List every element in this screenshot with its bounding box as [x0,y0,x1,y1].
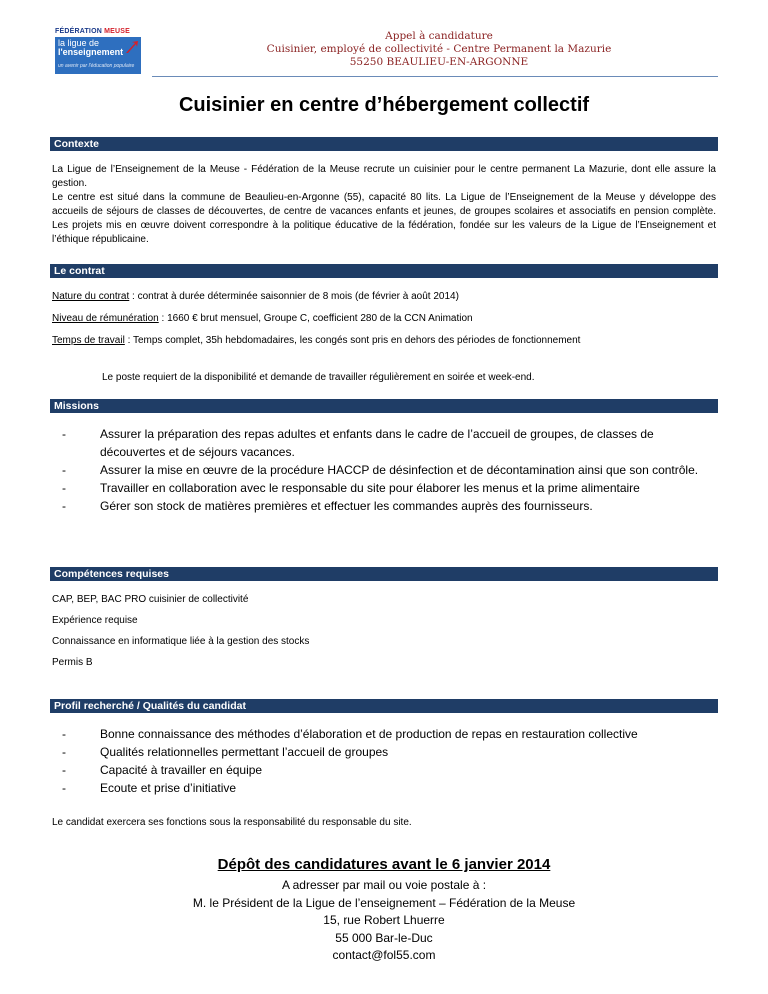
list-bullet: - [62,427,66,441]
section-heading-contrat: Le contrat [50,264,718,278]
header-divider [152,76,718,77]
header-line3: 55250 BEAULIEU-EN-ARGONNE [349,56,529,68]
contact-email[interactable]: contact@fol55.com [332,948,436,962]
address-line: 55 000 Bar-le-Duc [335,930,433,945]
document-header [150,30,728,69]
list-item [52,725,716,743]
list-bullet: - [62,481,66,495]
federation-logo [55,28,145,74]
list-bullet: - [62,763,66,777]
competence-item: CAP, BEP, BAC PRO cuisinier de collectivité [52,594,249,605]
list-item-text: Bonne connaissance des méthodes d’élaboration et de production de repas en restauration collective [100,727,638,741]
section-heading-missions: Missions [50,399,718,413]
contexte-paragraph-2: Le centre est situé dans la commune de Beaulieu-en-Argonne (55), capacité 80 lits. La Ligue de l’Enseignement de la Meuse y développe des accueils de séjours de classes de découvertes, de centre de vacances enfants et jeunes, de groupes scolaires et associatifs en pension complète. Les projets mis en œuvre doivent correspondre à la politique éducative de la fédération, fondée sur les valeurs de la Ligue de l’Enseignement et l’éthique républicaine. [52,192,716,245]
contrat-temps [52,334,716,348]
contrat-nature-label: Nature du contrat [52,291,130,302]
logo-arrow-icon [125,40,139,54]
list-item [52,761,716,779]
profil-list [52,725,716,797]
list-item-text: Assurer la préparation des repas adultes et enfants dans le cadre de l’accueil de groupes, de classes de découvertes et de séjours vacances. [100,427,654,459]
competence-item: Connaissance en informatique liée à la gestion des stocks [52,636,310,647]
list-item-text: Travailler en collaboration avec le responsable du site pour élaborer les menus et la prime alimentaire [100,481,640,495]
list-bullet: - [62,727,66,741]
list-item [52,479,716,497]
list-item-text: Ecoute et prise d’initiative [100,781,237,795]
contrat-nature-value: : contrat à durée déterminée saisonnier de 8 mois (de février à août 2014) [129,291,459,302]
contrat-remuneration [52,312,716,326]
list-item [52,743,716,761]
contexte-paragraph-1: La Ligue de l’Enseignement de la Meuse - Fédération de la Meuse recrute un cuisinier pour le centre permanent La Mazurie, dont elle assure la gestion. [52,164,716,189]
logo-line2: l'enseignement [58,47,124,57]
logo-federation-prefix: FÉDÉRATION [55,28,102,35]
logo-line1: la ligue de [58,38,100,48]
list-item-text: Assurer la mise en œuvre de la procédure HACCP de désinfection et de décontamination ainsi que son contrôle. [100,463,699,477]
header-line1: Appel à candidature [385,30,493,42]
list-item [52,461,716,479]
address-line: 15, rue Robert Lhuerre [323,913,445,927]
contrat-temps-value: : Temps complet, 35h hebdomadaires, les congés sont pris en dehors des périodes de fonctionnement [124,335,581,346]
page-title: Cuisinier en centre d’hébergement collectif [178,94,590,116]
competence-item: Expérience requise [52,615,138,626]
section-heading-contexte: Contexte [50,137,718,151]
contrat-remuneration-value: : 1660 € brut mensuel, Groupe C, coefficient 280 de la CCN Animation [158,313,473,324]
contrat-remuneration-label: Niveau de rémunération [52,313,159,324]
competence-item: Permis B [52,657,93,668]
missions-list [52,425,716,515]
list-item [52,497,716,515]
list-item [52,779,716,797]
logo-box [55,37,141,74]
header-line2: Cuisinier, employé de collectivité - Centre Permanent la Mazurie [266,43,612,55]
profil-note: Le candidat exercera ses fonctions sous la responsabilité du responsable du site. [52,817,412,828]
contrat-nature [52,290,716,304]
section-heading-competences: Compétences requises [50,567,718,581]
section-heading-profil: Profil recherché / Qualités du candidat [50,699,718,713]
list-bullet: - [62,781,66,795]
address-line: A adresser par mail ou voie postale à : [281,878,487,892]
list-bullet: - [62,463,66,477]
list-bullet: - [62,499,66,513]
list-item-text: Gérer son stock de matières premières et effectuer les commandes auprès des fournisseurs. [100,499,593,513]
logo-tagline: un avenir par l'éducation populaire [58,63,135,69]
list-item [52,425,716,461]
list-item-text: Qualités relationnelles permettant l’accueil de groupes [100,745,389,759]
logo-federation-text [55,28,145,35]
postal-address [0,877,768,965]
list-item-text: Capacité à travailler en équipe [100,763,263,777]
deadline-heading: Dépôt des candidatures avant le 6 janvier 2014 [217,856,551,873]
logo-federation-name: MEUSE [104,28,131,35]
list-bullet: - [62,745,66,759]
contrat-temps-label: Temps de travail [52,335,125,346]
contrat-note: Le poste requiert de la disponibilité et demande de travailler régulièrement en soirée et week-end. [102,372,535,383]
address-line: M. le Président de la Ligue de l’enseignement – Fédération de la Meuse [192,895,576,910]
